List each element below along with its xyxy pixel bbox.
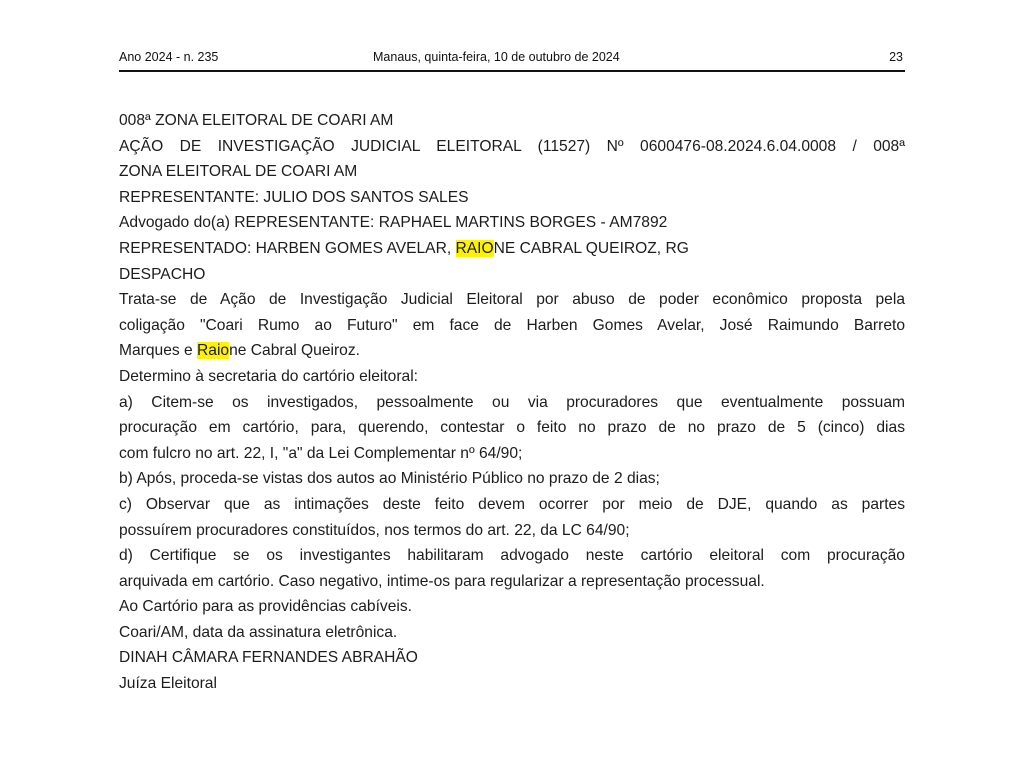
paragraph-1-prefix: Marques e bbox=[119, 342, 198, 360]
item-b-line: b) Após, proceda-se vistas dos autos ao Ministério Público no prazo de 2 dias; bbox=[119, 470, 660, 488]
advogado-line: Advogado do(a) REPRESENTANTE: RAPHAEL MARTINS BORGES - AM7892 bbox=[119, 214, 668, 232]
page-header bbox=[119, 48, 905, 70]
signer-role: Juíza Eleitoral bbox=[119, 675, 217, 693]
header-divider bbox=[119, 70, 905, 72]
header-date: Manaus, quinta-feira, 10 de outubro de 2024 bbox=[373, 50, 620, 64]
signer-name: DINAH CÂMARA FERNANDES ABRAHÃO bbox=[119, 649, 418, 667]
item-d-line-2: arquivada em cartório. Caso negativo, intime-os para regularizar a representação processual. bbox=[119, 572, 765, 590]
item-c-line-1: c) Observar que as intimações deste feito devem ocorrer por meio de DJE, quando as partes bbox=[119, 495, 905, 513]
paragraph-1-line-1: Trata-se de Ação de Investigação Judicial Eleitoral por abuso de poder econômico proposta pela bbox=[119, 291, 905, 309]
highlighted-term: Raio bbox=[197, 342, 230, 360]
action-title-line-2: ZONA ELEITORAL DE COARI AM bbox=[119, 163, 358, 181]
item-d-line-1: d) Certifique se os investigantes habilitaram advogado neste cartório eleitoral com procuração bbox=[119, 547, 905, 565]
paragraph-1-line-2: coligação "Coari Rumo ao Futuro" em face de Harben Gomes Avelar, José Raimundo Barreto bbox=[119, 316, 905, 334]
representado-suffix: NE CABRAL QUEIROZ, RG bbox=[493, 239, 689, 257]
representado-prefix: REPRESENTADO: HARBEN GOMES AVELAR, bbox=[119, 239, 456, 257]
zone-title: 008ª ZONA ELEITORAL DE COARI AM bbox=[119, 112, 394, 129]
determino-line: Determino à secretaria do cartório eleitoral: bbox=[119, 367, 419, 385]
page-number: 23 bbox=[889, 50, 903, 64]
edition-number: Ano 2024 - n. 235 bbox=[119, 50, 219, 64]
representante-line: REPRESENTANTE: JULIO DOS SANTOS SALES bbox=[119, 188, 469, 206]
paragraph-1-suffix: ne Cabral Queiroz. bbox=[229, 342, 360, 360]
despacho-heading: DESPACHO bbox=[119, 265, 206, 283]
local-date-line: Coari/AM, data da assinatura eletrônica. bbox=[119, 623, 398, 641]
item-a-line-3: com fulcro no art. 22, I, "a" da Lei Complementar nº 64/90; bbox=[119, 444, 523, 462]
item-a-line-2: procuração em cartório, para, querendo, contestar o feito no prazo de no prazo de 5 (cinco) dias bbox=[119, 419, 905, 437]
document-body bbox=[119, 108, 905, 697]
action-title-line-1: AÇÃO DE INVESTIGAÇÃO JUDICIAL ELEITORAL (11527) Nº 0600476-08.2024.6.04.0008 / 008ª bbox=[119, 137, 905, 155]
item-a-line-1: a) Citem-se os investigados, pessoalmente ou via procuradores que eventualmente possuam bbox=[119, 393, 905, 411]
paragraph-1-line-3 bbox=[119, 338, 905, 364]
ao-cartorio-line: Ao Cartório para as providências cabíveis. bbox=[119, 598, 412, 616]
item-c-line-2: possuírem procuradores constituídos, nos termos do art. 22, da LC 64/90; bbox=[119, 521, 630, 539]
representado-line bbox=[119, 236, 905, 262]
highlighted-term: RAIO bbox=[455, 239, 494, 257]
